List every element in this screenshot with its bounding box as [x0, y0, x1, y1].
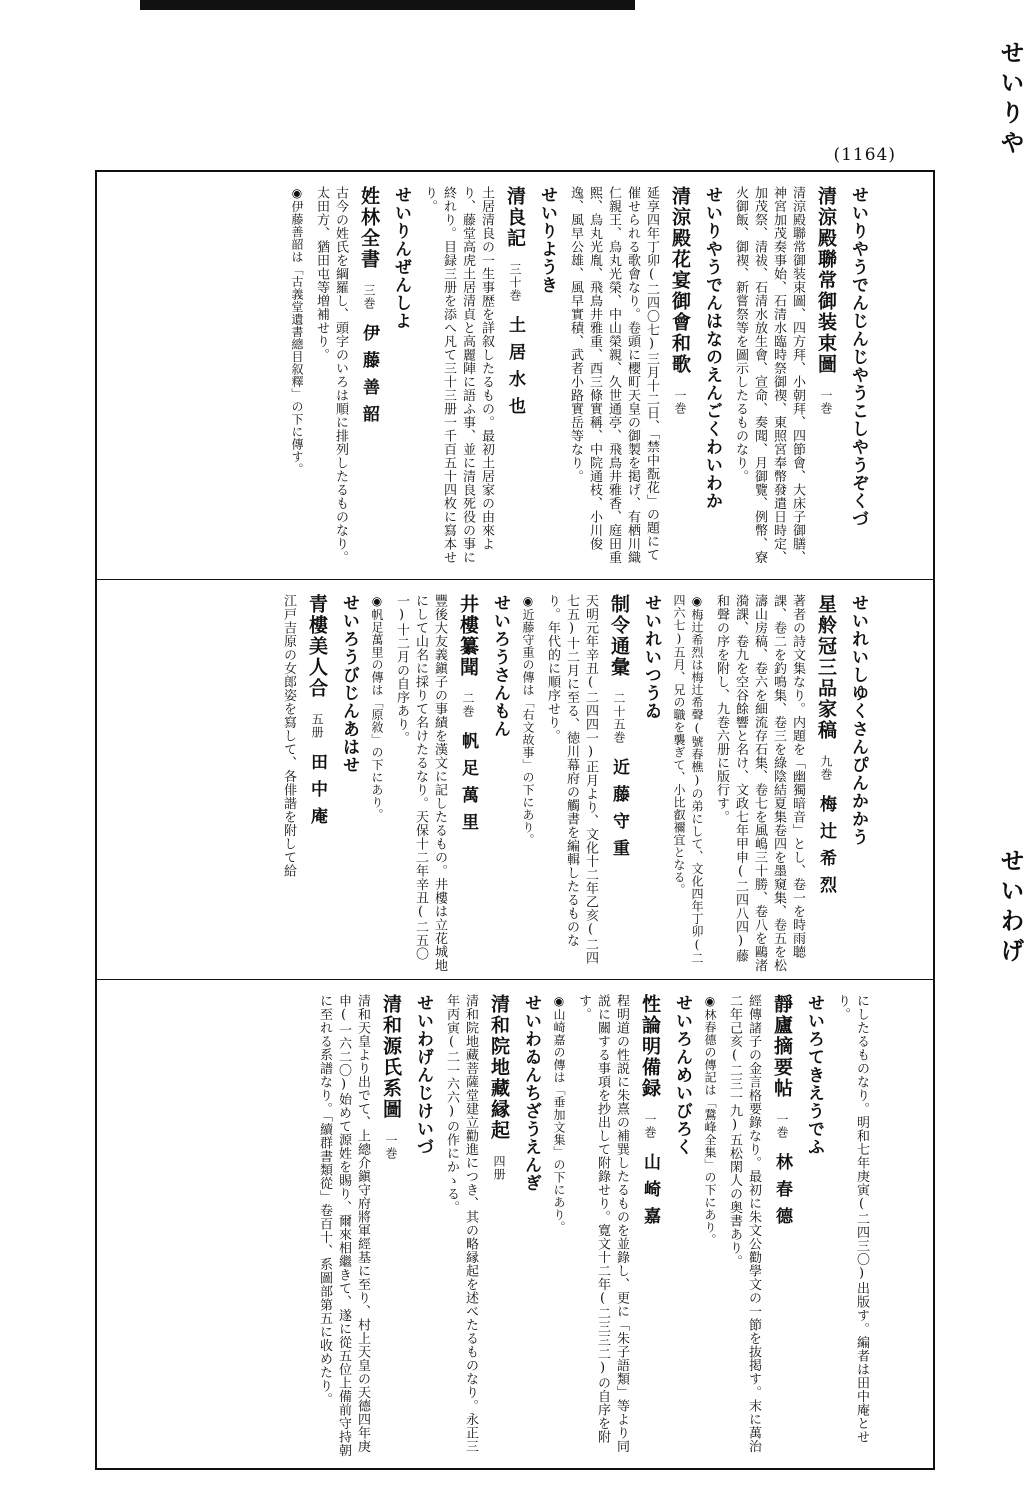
entry-title: 清涼殿聯常御装束圖	[815, 186, 837, 375]
entry-title: 清涼殿花宴御會和歌	[669, 186, 691, 375]
entry-seiryou-shouzoku	[725, 172, 871, 579]
entry-meta: 三巻	[362, 284, 376, 310]
entry-author: 伊藤善韶	[359, 324, 379, 432]
entry-body: 古今の姓氏を綱羅し、頭字のいろは順に排列したるものなり。太田方、猶田屯等増補せり。	[314, 186, 348, 564]
entry-meta: 九巻	[819, 755, 833, 781]
entry-reading: せいわげんじけいづ	[413, 994, 433, 1156]
entry-seiwain-jizou	[436, 980, 544, 1468]
entry-title-line	[769, 994, 796, 1462]
entry-seiryouki	[414, 172, 560, 579]
entry-seiron-meibi	[544, 980, 695, 1468]
band-3	[97, 980, 933, 1468]
entry-continuation	[827, 980, 871, 1468]
entry-note: ◉山崎嘉の傳は「垂加文集」の下にあり。	[552, 994, 566, 1234]
entry-body: 延享四年丁卯(二四〇七)三月十二日、「禁中翫花」の題にて催せられる歌會なり。卷頭に櫻町天皇の御製を掲げ、有栖川織仁親王、烏丸光榮、中山榮親、久世通亭、飛鳥井雅香、庭田重熙、烏丸光胤、飛鳥井雅重、西三條實稱、中院通枝、小川俊逸、風早公雄、風早實積、武者小路實岳等なり。	[568, 186, 659, 564]
entry-body: 天明元年辛丑(二四四一)正月より、文化十二年乙亥(二四七五)十二月に至る、徳川幕府の觸書を編輯したるものなり。年代的に順序せり。	[545, 594, 598, 965]
entry-reading: せいれいつうゐ	[641, 594, 661, 720]
page-frame	[95, 170, 935, 1470]
entry-title: 清和院地藏縁起	[488, 994, 510, 1141]
band-1-columns	[107, 172, 871, 579]
entry-reading: せいれいしゆくさんぴんかかう	[848, 594, 868, 846]
entry-reading: せいりんぜんしよ	[391, 186, 411, 330]
entry-meta: 一巻	[673, 389, 687, 415]
entry-title-line	[667, 186, 694, 573]
entry-meta: 一巻	[643, 1113, 657, 1139]
entry-note: ◉伊藤善韶は「古義堂遺書總目叙釋」の下に傳す。	[290, 186, 304, 476]
entry-meta: 五册	[310, 713, 324, 739]
entry-reading: せいわゐんちざうえんぎ	[521, 994, 541, 1192]
entry-author: 土居水也	[505, 316, 525, 424]
entry-seiro-tekiyou	[695, 980, 827, 1468]
band-3-columns	[107, 980, 871, 1468]
entry-note: ◉梅辻希烈は梅辻希聲(號春樵)の弟にして、文化四年丁卯(二四六七)五月、兄の職を襲ぎて、小比叡禰宜となる。	[672, 594, 704, 965]
entry-body: 著者の詩文集なり。内題を「幽獨暗音」とし、卷一を時雨聴課、卷二を釣鳴集、卷三を綠陰結夏集卷四を墨窺集、卷五を松濤山房稿、卷六を細流存石集、卷七を風嶋三十勝、卷八を鷗渚漪課、卷九を空谷餘響と名け、文政七年甲申(二四八四)藤和聲の序を附し、九巻六册に版行す。	[714, 594, 805, 972]
entry-title-line	[502, 186, 529, 573]
scan-edge-strip	[140, 0, 635, 10]
band-2-columns	[107, 580, 871, 979]
entry-body: にしたるものなり。明和七年庚寅(二四三〇)出版す。編者は田中庵とせり。	[835, 994, 869, 1444]
entry-title-line	[606, 594, 633, 973]
entry-author: 山崎嘉	[640, 1153, 660, 1234]
entry-title: 姓林全書	[358, 186, 380, 270]
entry-reading: せいろうさんもん	[490, 594, 510, 738]
entry-author: 梅辻希烈	[816, 795, 836, 903]
entry-author: 田中庵	[307, 753, 327, 834]
entry-body: 經傳諸子の金言格要錄なり。最初に朱文公勸學文の一節を抜掲す。末に萬治二年己亥(二三一九)五松閑人の奥書あり。	[727, 994, 761, 1453]
entry-title-line	[455, 594, 482, 973]
entry-body: 程明道の性説に朱熹の補巽したるものを並錄し、更に「朱子語類」等より同説に關する事項を抄出して附錄せり。寛文十二年(二三三二)の自序を附す。	[576, 994, 629, 1453]
entry-title-line	[813, 594, 840, 973]
entry-seiwa-genji	[309, 980, 436, 1468]
entry-meta: 一巻	[384, 1134, 398, 1160]
entry-seirou-sanmon	[362, 580, 513, 979]
group-label-seiwage: せいわげ	[996, 848, 1025, 968]
entry-seirinzensho	[282, 172, 414, 579]
entry-reading: せいりやうでんじんじやうこしやうぞくづ	[848, 186, 868, 528]
entry-note: ◉林春德の傳記は「鵞峰全集」の下にあり。	[703, 994, 717, 1246]
entry-reading: せいろんめいびろく	[672, 994, 692, 1156]
band-2	[97, 580, 933, 980]
entry-meta: 四册	[492, 1155, 506, 1181]
entry-title-line	[486, 994, 513, 1462]
entry-body: 土居清良の一生事歴を詳叙したるもの。最初土居家の由來より、藤堂高虎土居清貞と高麗陣に語ふ事、並に清良死役の事に終れり。目録三册を添へ凡て三十三册一千百五十四枚に寫本せり。	[422, 186, 494, 564]
band-1	[97, 172, 933, 580]
entry-title: 靜廬摘要帖	[771, 994, 793, 1099]
entry-meta: 二巻	[461, 692, 475, 718]
entry-seiryou-kaen	[560, 172, 725, 579]
entry-reading: せいりようき	[537, 186, 557, 294]
entry-title: 清良記	[504, 186, 526, 249]
entry-body: 清涼殿聯常御装束圖、四方拜、小朝拜、四節會、大床子御膳、神宮加茂奏事始、石清水臨時祭御禊、東照宮奉幣發遣日時定、加茂祭、清祓、石清水放生會、宣命、奏聞、月御覽、例幣、寮火御飯、御禊、新嘗祭等を圖示したるものなり。	[733, 186, 805, 564]
entry-title: 清和源氏系圖	[380, 994, 402, 1120]
group-label-seiriya: せいりや	[996, 40, 1025, 160]
entry-meta: 二十五巻	[612, 692, 626, 744]
entry-body: 清和院地藏菩薩堂建立勸進につき、其の略縁起を述べたるものなり。永正三年丙寅(二一六六)の作にかゝる。	[444, 994, 478, 1453]
entry-body: 清和天皇より出でて、上總介鎭守府將軍經基に至り、村上天皇の天德四年庚申(一六二〇)始めて源姓を賜り、爾來相繼きて、遂に從五位上備前守持朝に至れる系譜なり。「續群書類從」卷百十、系圖部第五に收めたり。	[317, 994, 370, 1457]
entry-title: 井樓纂聞	[457, 594, 479, 678]
entry-body: 江戸吉原の女郎姿を寫して、各俳諧を附して給	[281, 594, 296, 878]
entry-author: 近藤守重	[609, 758, 629, 866]
entry-title-line	[356, 186, 383, 573]
entry-note: ◉近藤守重の傳は「右文故事」の下にあり。	[521, 594, 535, 846]
entry-author: 帆足萬里	[458, 732, 478, 840]
entry-note: ◉帆足萬里の傳は「原敘」の下にあり。	[370, 594, 384, 821]
entry-title: 青樓美人合	[306, 594, 328, 699]
entry-title: 性論明備録	[639, 994, 661, 1099]
entry-body: 豐後大友義鎭子の事績を漢文に記したるもの。井樓は立花城地にして山名に採りて名けたるなり。天保十二年辛丑(二五〇一)十二月の自序あり。	[394, 594, 447, 972]
entry-meta: 一巻	[819, 389, 833, 415]
entry-title-line	[304, 594, 331, 973]
entry-title: 星舲冠三品家稿	[815, 594, 837, 741]
page-number: (1164)	[833, 145, 896, 165]
entry-reading: せいりやうでんはなのえんごくわいわか	[702, 186, 722, 510]
entry-seirou-bijin	[273, 580, 362, 979]
entry-title-line	[813, 186, 840, 573]
entry-title-line	[637, 994, 664, 1462]
entry-seirei-tsuui	[513, 580, 664, 979]
entry-title-line	[378, 994, 405, 1462]
entry-seirei-kakou	[664, 580, 871, 979]
entry-meta: 三十巻	[508, 263, 522, 302]
entry-reading: せいろてきえうでふ	[804, 994, 824, 1156]
entry-meta: 一巻	[775, 1113, 789, 1139]
entry-author: 林春德	[772, 1153, 792, 1234]
entry-reading: せいろうびじんあはせ	[339, 594, 359, 774]
entry-title: 制令通彙	[608, 594, 630, 678]
